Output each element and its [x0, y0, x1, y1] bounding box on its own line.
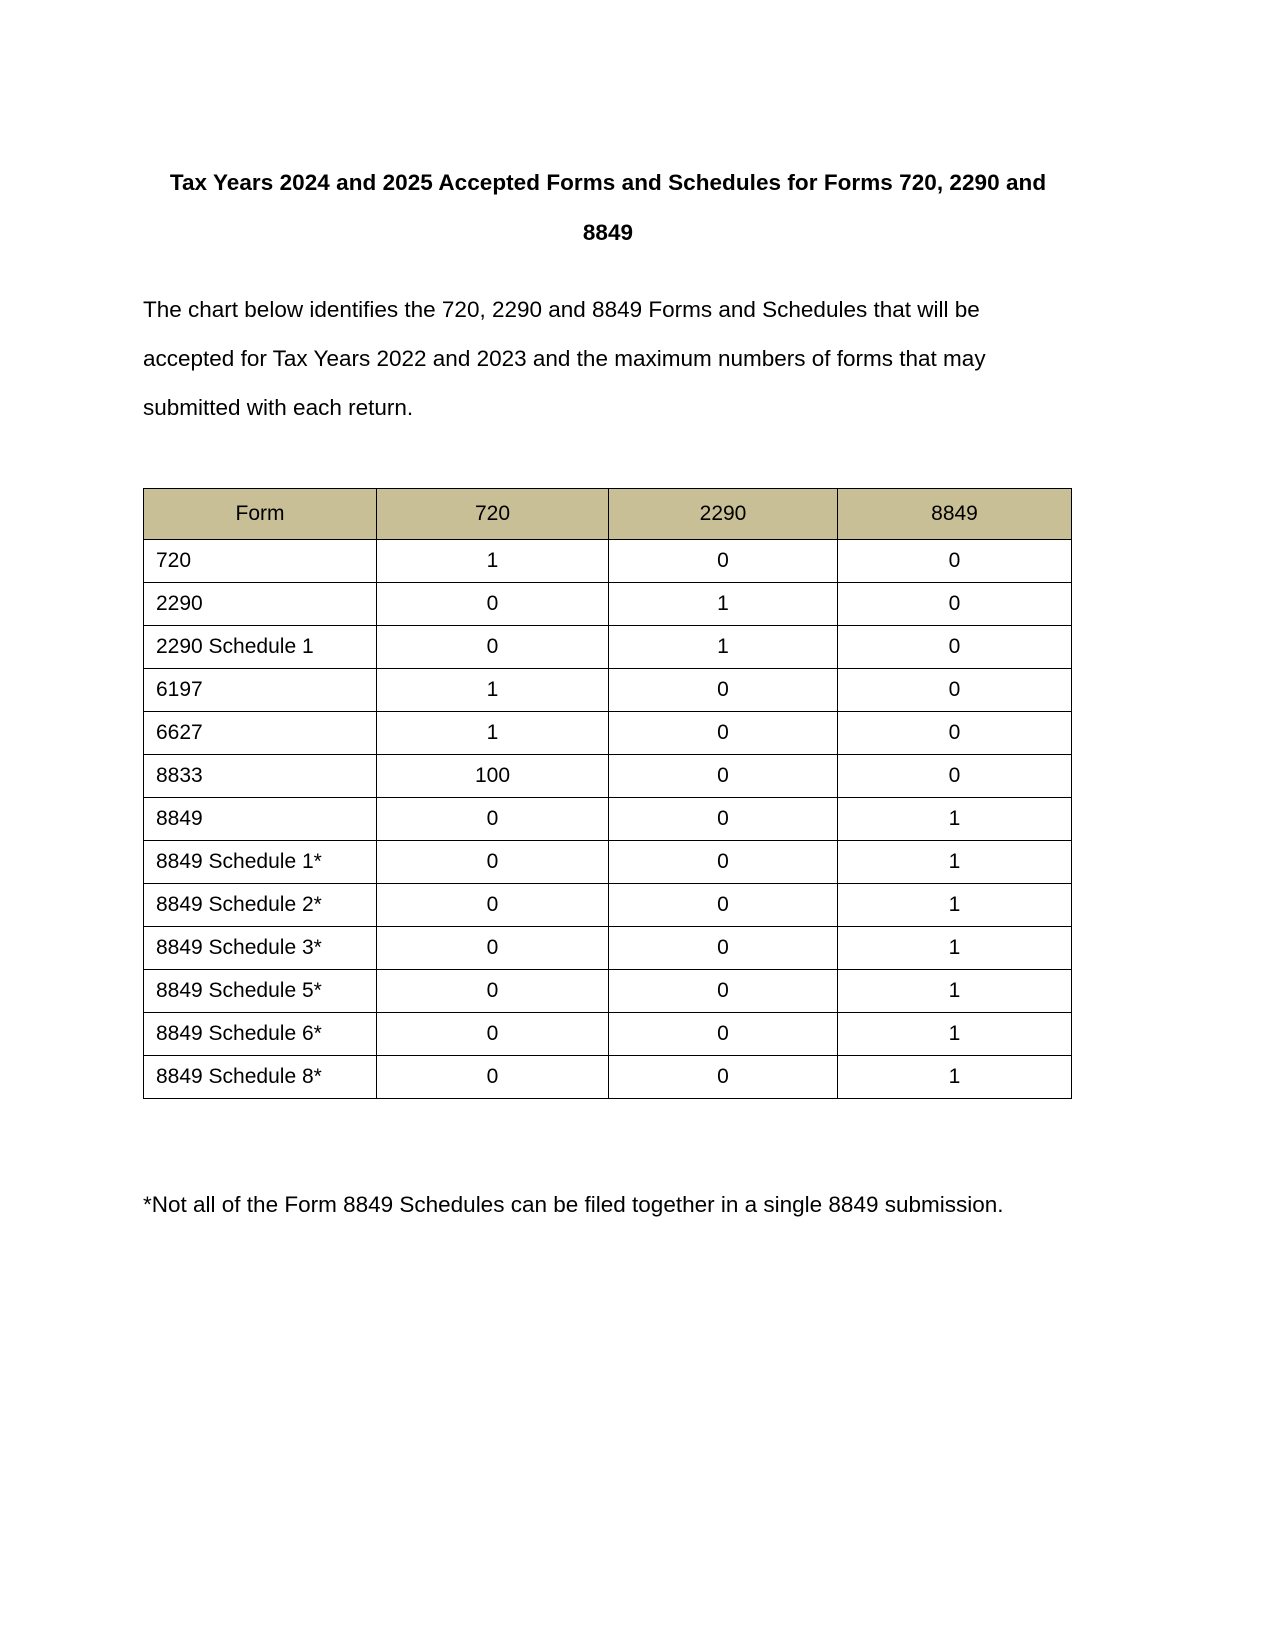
table-row [144, 712, 1072, 755]
count-2290-cell: 0 [609, 798, 838, 841]
count-720-cell: 0 [377, 583, 609, 626]
form-name-cell: 720 [144, 540, 377, 583]
count-720-cell: 0 [377, 1013, 609, 1056]
table-row [144, 583, 1072, 626]
table-row [144, 884, 1072, 927]
column-header-form: Form [144, 489, 377, 540]
count-8849-cell: 0 [838, 712, 1072, 755]
count-720-cell: 100 [377, 755, 609, 798]
table-row [144, 669, 1072, 712]
count-720-cell: 0 [377, 798, 609, 841]
form-name-cell: 8849 Schedule 6* [144, 1013, 377, 1056]
count-8849-cell: 0 [838, 669, 1072, 712]
count-2290-cell: 0 [609, 669, 838, 712]
form-name-cell: 8849 [144, 798, 377, 841]
count-720-cell: 0 [377, 1056, 609, 1099]
count-8849-cell: 1 [838, 841, 1072, 884]
count-2290-cell: 0 [609, 712, 838, 755]
count-2290-cell: 0 [609, 1056, 838, 1099]
form-name-cell: 8849 Schedule 2* [144, 884, 377, 927]
table-row [144, 970, 1072, 1013]
forms-table-container [143, 488, 1071, 1099]
column-header-720: 720 [377, 489, 609, 540]
form-name-cell: 6197 [144, 669, 377, 712]
count-8849-cell: 1 [838, 1013, 1072, 1056]
table-row [144, 626, 1072, 669]
count-720-cell: 0 [377, 927, 609, 970]
count-720-cell: 0 [377, 626, 609, 669]
footnote-text: *Not all of the Form 8849 Schedules can be filed together in a single 8849 submission. [143, 1191, 1004, 1217]
form-name-cell: 8849 Schedule 3* [144, 927, 377, 970]
count-8849-cell: 0 [838, 540, 1072, 583]
form-name-cell: 2290 [144, 583, 377, 626]
count-2290-cell: 0 [609, 884, 838, 927]
count-2290-cell: 0 [609, 540, 838, 583]
table-header [144, 489, 1072, 540]
count-2290-cell: 1 [609, 583, 838, 626]
table-header-row [144, 489, 1072, 540]
form-name-cell: 8849 Schedule 1* [144, 841, 377, 884]
count-2290-cell: 0 [609, 970, 838, 1013]
count-8849-cell: 0 [838, 626, 1072, 669]
form-name-cell: 8849 Schedule 8* [144, 1056, 377, 1099]
intro-paragraph: The chart below identifies the 720, 2290 and 8849 Forms and Schedules that will be accepted for Tax Years 2022 and 2023 and the maximum numbers of forms that may submitted with each return. [143, 296, 986, 420]
count-720-cell: 1 [377, 712, 609, 755]
count-8849-cell: 1 [838, 1056, 1072, 1099]
form-name-cell: 8849 Schedule 5* [144, 970, 377, 1013]
count-2290-cell: 0 [609, 1013, 838, 1056]
count-8849-cell: 1 [838, 884, 1072, 927]
accepted-forms-table [143, 488, 1072, 1099]
table-row [144, 841, 1072, 884]
column-header-2290: 2290 [609, 489, 838, 540]
table-row [144, 755, 1072, 798]
table-row [144, 798, 1072, 841]
table-row [144, 927, 1072, 970]
count-2290-cell: 0 [609, 755, 838, 798]
count-2290-cell: 0 [609, 841, 838, 884]
count-8849-cell: 0 [838, 583, 1072, 626]
table-row [144, 1013, 1072, 1056]
count-720-cell: 0 [377, 841, 609, 884]
page-title: Tax Years 2024 and 2025 Accepted Forms and Schedules for Forms 720, 2290 and 8849 [169, 170, 1047, 246]
table-row [144, 540, 1072, 583]
count-720-cell: 1 [377, 540, 609, 583]
count-8849-cell: 0 [838, 755, 1072, 798]
table-body [144, 540, 1072, 1099]
table-row [144, 1056, 1072, 1099]
form-name-cell: 8833 [144, 755, 377, 798]
count-720-cell: 1 [377, 669, 609, 712]
count-720-cell: 0 [377, 884, 609, 927]
count-2290-cell: 0 [609, 927, 838, 970]
count-8849-cell: 1 [838, 798, 1072, 841]
column-header-8849: 8849 [838, 489, 1072, 540]
count-8849-cell: 1 [838, 927, 1072, 970]
form-name-cell: 2290 Schedule 1 [144, 626, 377, 669]
count-2290-cell: 1 [609, 626, 838, 669]
count-720-cell: 0 [377, 970, 609, 1013]
count-8849-cell: 1 [838, 970, 1072, 1013]
form-name-cell: 6627 [144, 712, 377, 755]
